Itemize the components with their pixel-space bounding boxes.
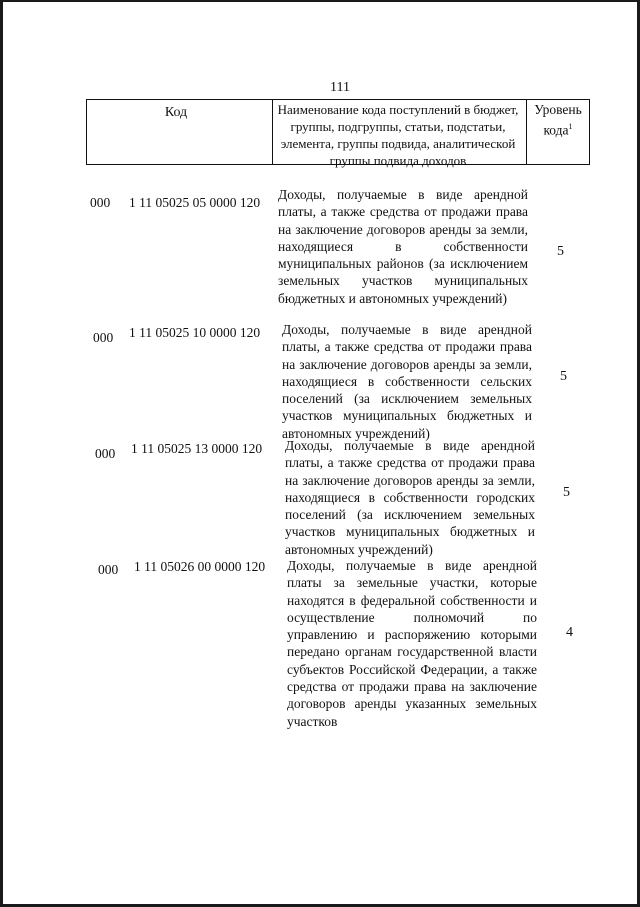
table-header-top-rule [86,99,590,100]
row-level: 5 [560,369,567,384]
page-number: 111 [330,80,350,95]
row-name: Доходы, получаемые в виде арендной платы, а также средства от продажи права на заключение договоров аренды за земли, находящиеся в собственности муниципальных районов (за исключением земельных участков муниципальных бюджетных и автономных учреждений) [278,187,528,306]
table-header-border-right [589,99,590,165]
row-prefix: 000 [93,330,114,345]
row-code: 1 11 05026 00 0000 120 [134,559,266,574]
row-prefix: 000 [90,195,111,210]
table-header-divider-2 [526,99,527,165]
row-code: 1 11 05025 10 0000 120 [129,325,261,340]
table-header-divider-1 [272,99,273,165]
row-code: 1 11 05025 13 0000 120 [131,441,263,456]
row-name: Доходы, получаемые в виде арендной платы, а также средства от продажи права на заключение договоров аренды за земли, находящиеся в собственности городских поселений (за исключением земельных участков муниципальных бюджетных и автономных учреждений) [285,438,535,557]
row-code: 1 11 05025 05 0000 120 [129,195,261,210]
column-header-code: Код [164,105,188,120]
footnote-marker: 1 [568,122,573,131]
row-level: 5 [563,485,570,500]
row-level: 4 [566,625,573,640]
column-header-name: Наименование кода поступлений в бюджет, группы, подгруппы, статьи, подстатьи, элемента, группы подвида, аналитической группы подвида доходов [277,102,519,168]
row-name: Доходы, получаемые в виде арендной платы за земельные участки, которые находятся в федеральной собственности и осуществление полномочий по управлению и распоряжению которыми передано органам государственной власти субъектов Российской Федерации, а также средства от продажи права на заключение договоров аренды указанных земельных участков [287,558,537,729]
column-header-level-text: Уровень кода [534,102,582,138]
column-header-level [528,101,588,139]
scan-edge-top [0,0,640,2]
scan-edge-left [0,0,3,907]
row-level: 5 [557,244,564,259]
row-prefix: 000 [95,446,116,461]
row-name: Доходы, получаемые в виде арендной платы, а также средства от продажи права на заключение договоров аренды за земли, находящиеся в собственности сельских поселений (за исключением земельных участков муниципальных бюджетных и автономных учреждений) [282,322,532,441]
table-header [86,99,590,168]
row-prefix: 000 [98,562,119,577]
